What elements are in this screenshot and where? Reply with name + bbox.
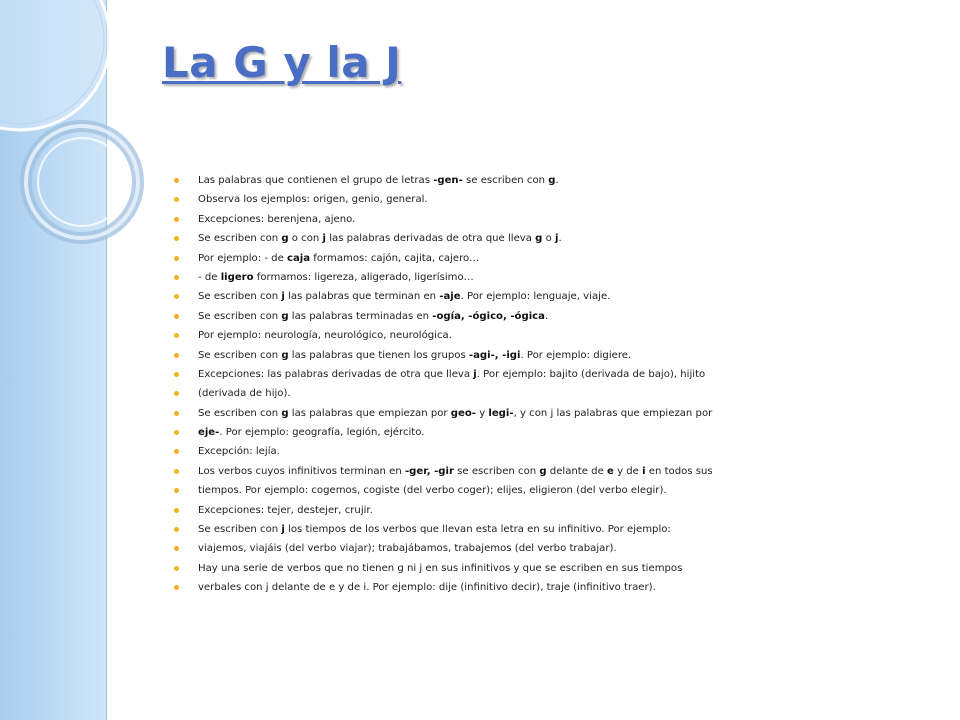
bullet-text: se escriben con [462, 175, 549, 186]
bullet-dot-icon [174, 372, 179, 377]
bullet-item [172, 578, 732, 597]
bullet-text: Se escriben con [198, 407, 282, 419]
bullet-dot-icon [174, 275, 179, 280]
bullet-text: viajemos, viajáis (del verbo viajar); trabajábamos, trabajemos (del verbo trabajar). [198, 543, 617, 555]
bullet-text-bold: g [281, 407, 289, 419]
bullet-dot-icon [174, 566, 179, 571]
bullet-text-bold: -ger, -gir [404, 465, 454, 477]
bullet-text: . [555, 175, 559, 186]
bullet-text: formamos: ligereza, aligerado, ligerísimo… [253, 271, 474, 283]
bullet-item [172, 423, 732, 442]
bullet-dot-icon [174, 508, 179, 513]
bullet-text-bold: g [281, 349, 289, 361]
bullet-text: las palabras que tienen los grupos [288, 349, 469, 361]
bullet-text: en todos sus [645, 465, 713, 477]
bullet-text-bold: g [281, 233, 289, 245]
bullet-item [172, 462, 732, 481]
bullet-text: . Por ejemplo: geografía, legión, ejército. [219, 427, 425, 439]
bullet-text: Las palabras que contienen el grupo de letras [198, 175, 434, 186]
bullet-item [172, 326, 732, 345]
bullet-text-bold: eje- [198, 427, 220, 439]
bullet-text: los tiempos de los verbos que llevan esta letra en su infinitivo. Por ejemplo: [284, 524, 671, 536]
bullet-text: . Por ejemplo: bajito (derivada de bajo), hijito [476, 368, 706, 380]
bullet-dot-icon [174, 353, 179, 358]
bullet-text: . [558, 233, 562, 245]
bullet-text: . [544, 310, 549, 322]
bullet-text-bold: legi- [488, 407, 514, 419]
bullet-text-bold: e [607, 465, 614, 477]
bullet-text: - de [198, 271, 221, 283]
bullet-dot-icon [174, 314, 179, 319]
bullet-dot-icon [174, 411, 179, 416]
bullet-dot-icon [174, 294, 179, 299]
bullet-text: las palabras que terminan en [284, 291, 440, 303]
bullet-item [172, 190, 732, 209]
bullet-text: formamos: cajón, cajita, cajero… [310, 252, 480, 264]
bullet-dot-icon [174, 391, 179, 396]
bullet-text: delante de [546, 465, 608, 477]
bullet-text-bold: j [555, 233, 559, 245]
bullet-dot-icon [174, 546, 179, 551]
bullet-dot-icon [174, 585, 179, 590]
bullet-text-bold: -agi-, -igi [468, 349, 521, 361]
bullet-item [172, 249, 732, 268]
bullet-text: Se escriben con [198, 349, 282, 361]
bullet-item [172, 307, 732, 326]
bullet-text: las palabras derivadas de otra que lleva [326, 233, 536, 245]
bullet-text: o con [288, 233, 323, 245]
bullet-text-bold: g [548, 175, 556, 186]
bullet-item [172, 171, 732, 190]
bullet-text: verbales con j delante de e y de i. Por ejemplo: dije (infinitivo decir), traje (infinitivo traer). [198, 582, 656, 594]
bullet-text-bold: j [281, 524, 285, 536]
bullet-dot-icon [174, 333, 179, 338]
bullet-text-bold: j [322, 233, 326, 245]
bullet-text-bold: -aje [439, 291, 461, 303]
bullet-text: o [542, 233, 555, 245]
bullet-dot-icon [174, 469, 179, 474]
bullet-list [172, 171, 732, 598]
bullet-text: las palabras que empiezan por [288, 407, 451, 419]
bullet-item [172, 346, 732, 365]
bullet-item [172, 229, 732, 248]
bullet-text: Se escriben con [198, 233, 282, 245]
bullet-dot-icon [174, 197, 179, 202]
bullet-text: las palabras terminadas en [288, 310, 433, 322]
bullet-text-bold: ligero [220, 271, 254, 283]
bullet-text-bold: -gen- [433, 175, 463, 186]
bullet-text: y [475, 407, 489, 419]
bullet-text: Se escriben con [198, 291, 282, 303]
bullet-item [172, 539, 732, 558]
bullet-text: se escriben con [453, 465, 540, 477]
decorative-circles [0, 0, 160, 260]
bullet-dot-icon [174, 449, 179, 454]
bullet-item [172, 501, 732, 520]
bullet-dot-icon [174, 430, 179, 435]
bullet-text: Por ejemplo: - de [198, 252, 287, 264]
bullet-text: y de [613, 465, 643, 477]
bullet-text-bold: -ogía, -ógico, -ógica [432, 310, 545, 322]
bullet-text: . Por ejemplo: lenguaje, viaje. [460, 291, 611, 303]
bullet-dot-icon [174, 527, 179, 532]
bullet-text-bold: caja [287, 252, 311, 264]
bullet-text: Excepciones: las palabras derivadas de otra que lleva [198, 368, 474, 380]
bullet-text: (derivada de hijo). [198, 388, 291, 400]
bullet-text: , y con j las palabras que empiezan por [513, 407, 713, 419]
bullet-item [172, 559, 732, 578]
bullet-text: Hay una serie de verbos que no tienen g ni j en sus infinitivos y que se escriben en sus tiempos [198, 562, 683, 574]
bullet-item [172, 384, 732, 403]
bullet-text: Se escriben con [198, 524, 282, 536]
bullet-item [172, 365, 732, 384]
bullet-item [172, 210, 732, 229]
bullet-dot-icon [174, 178, 179, 183]
bullet-text-bold: g [281, 310, 289, 322]
bullet-dot-icon [174, 236, 179, 241]
bullet-dot-icon [174, 217, 179, 222]
bullet-text: . Por ejemplo: digiere. [520, 349, 632, 361]
bullet-item [172, 268, 732, 287]
bullet-text: Excepciones: berenjena, ajeno. [198, 213, 356, 225]
bullet-text-bold: geo- [450, 407, 476, 419]
bullet-text: Los verbos cuyos infinitivos terminan en [198, 465, 405, 477]
bullet-text: Excepciones: tejer, destejer, crujir. [198, 504, 373, 516]
bullet-item [172, 442, 732, 461]
bullet-text-bold: g [539, 465, 547, 477]
bullet-item [172, 287, 732, 306]
bullet-text: Observa los ejemplos: origen, genio, general. [198, 194, 428, 206]
bullet-text-bold: j [473, 368, 477, 380]
bullet-text: tiempos. Por ejemplo: cogemos, cogiste (del verbo coger); elijes, eligieron (del verbo elegir). [198, 485, 667, 497]
slide-title: La G y la J [162, 38, 402, 87]
bullet-text: Excepción: lejía. [198, 446, 280, 458]
bullet-item [172, 404, 732, 423]
bullet-text: Se escriben con [198, 310, 282, 322]
bullet-dot-icon [174, 256, 179, 261]
bullet-item [172, 481, 732, 500]
bullet-text-bold: i [642, 465, 646, 477]
bullet-text: Por ejemplo: neurología, neurológico, neurológica. [198, 330, 452, 342]
bullet-text-bold: j [281, 291, 285, 303]
bullet-text-bold: g [535, 233, 543, 245]
bullet-item [172, 520, 732, 539]
bullet-dot-icon [174, 488, 179, 493]
